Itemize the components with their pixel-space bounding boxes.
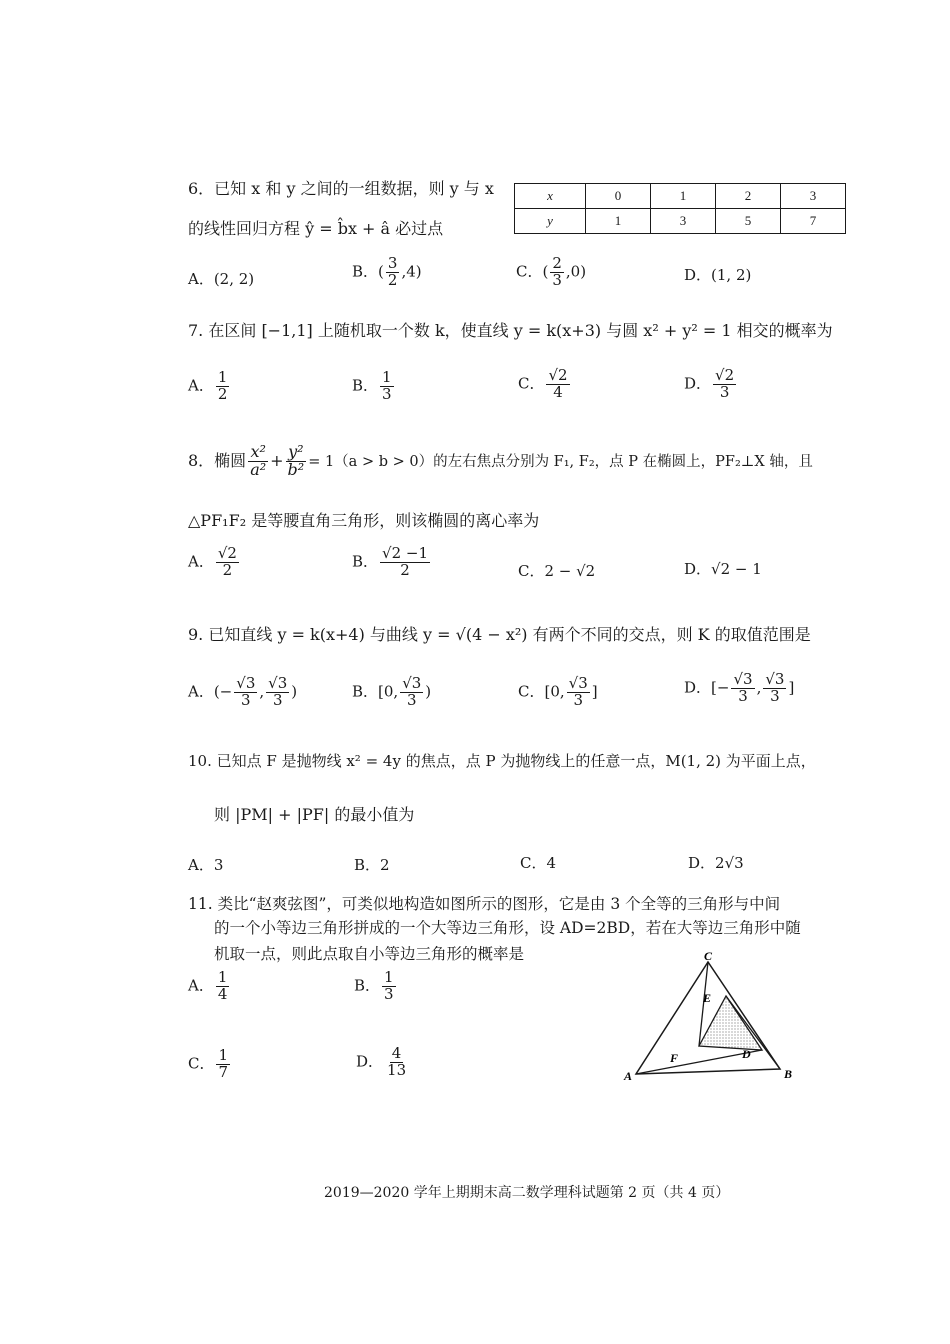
- q10-option-b: B．2: [354, 856, 390, 874]
- fraction: [234, 676, 257, 709]
- fraction: [550, 256, 564, 289]
- option-label: C．: [188, 1054, 215, 1073]
- q11-option-d: [356, 1046, 410, 1079]
- q8-option-b: [352, 546, 432, 579]
- numerator: √3: [568, 674, 588, 692]
- q6-stem-line1: 6．已知 x 和 y 之间的一组数据，则 y 与 x: [188, 179, 494, 198]
- fraction: [266, 676, 289, 709]
- option-text: ,0): [565, 262, 587, 281]
- q7-option-c: [518, 368, 572, 401]
- label-E: E: [703, 991, 712, 1005]
- fraction: [216, 370, 230, 403]
- denominator: 3: [382, 384, 392, 403]
- table-cell: 2: [716, 184, 781, 209]
- denominator: 3: [272, 690, 283, 709]
- q7-option-b: [352, 370, 396, 403]
- denominator: 3: [719, 382, 730, 401]
- numerator: 1: [382, 368, 392, 386]
- q9-stem: 9. 已知直线 y = k(x+4) 与曲线 y = √(4 − x²) 有两个不同的交点，则 K 的取值范围是: [188, 625, 811, 644]
- fraction: [380, 370, 394, 403]
- page-footer: 2019—2020 学年上期期末高二数学理科试题第 2 页（共 4 页）: [324, 1185, 730, 1201]
- q9-option-c: [518, 676, 598, 709]
- numerator: 4: [391, 1044, 402, 1062]
- option-label: D．: [356, 1052, 384, 1071]
- q6-option-a: A．(2, 2): [188, 270, 255, 288]
- table-cell: 0: [586, 184, 651, 209]
- fraction: [385, 1046, 408, 1079]
- label-A: A: [624, 1069, 633, 1083]
- denominator: 7: [218, 1062, 229, 1081]
- q6-stem-line2: 的线性回归方程 ŷ = b̂x + â 必过点: [188, 219, 444, 238]
- fraction: [248, 444, 268, 479]
- denominator: 2: [400, 560, 410, 579]
- q10-stem-line1: 10. 已知点 F 是抛物线 x² = 4y 的焦点，点 P 为抛物线上的任意一点，M(1, 2) 为平面上点，: [188, 752, 816, 770]
- fraction: [546, 368, 569, 401]
- numerator: √2: [217, 544, 237, 562]
- option-label: B．: [354, 976, 381, 995]
- denominator: 3: [738, 686, 748, 705]
- q9-option-b: [352, 676, 431, 709]
- denominator: 4: [553, 382, 563, 401]
- q8-stem-line2: △PF₁F₂ 是等腰直角三角形，则该椭圆的离心率为: [188, 511, 540, 530]
- denominator: a²: [250, 459, 267, 479]
- numerator: √2: [715, 366, 735, 384]
- q9-option-d: [684, 672, 794, 705]
- fraction: [400, 676, 423, 709]
- q10-option-d: D．2√3: [688, 854, 744, 872]
- operator: +: [270, 450, 284, 470]
- label-B: B: [784, 1067, 793, 1081]
- denominator: 3: [552, 270, 562, 289]
- fraction: [216, 546, 239, 579]
- denominator: 3: [384, 984, 394, 1003]
- denominator: 4: [217, 984, 228, 1003]
- q10-option-c: C．4: [520, 854, 557, 872]
- q8-option-c: C．2 − √2: [518, 562, 596, 580]
- fraction: [567, 676, 590, 709]
- stem-text: 8．椭圆: [188, 450, 247, 470]
- option-text: ]: [591, 682, 598, 701]
- denominator: 13: [387, 1060, 407, 1079]
- q8-option-d: D．√2 − 1: [684, 560, 762, 578]
- denominator: 2: [217, 384, 228, 403]
- denominator: 2: [222, 560, 233, 579]
- table-cell: 7: [781, 209, 846, 234]
- q7-stem: 7. 在区间 [−1,1] 上随机取一个数 k，使直线 y = k(x+3) 与圆 x² + y² = 1 相交的概率为: [188, 321, 833, 340]
- q10-stem-line2: 则 |PM| + |PF| 的最小值为: [214, 805, 415, 824]
- option-text: ,: [259, 682, 265, 701]
- denominator: 3: [573, 690, 583, 709]
- zhao-shuang-triangle-figure: [620, 950, 800, 1090]
- numerator: 3: [387, 254, 398, 272]
- table-header-x: x: [515, 184, 586, 209]
- q9-option-a: [188, 676, 297, 709]
- numerator: √3: [402, 674, 422, 692]
- option-label: B．: [352, 376, 379, 395]
- stem-text: = 1（a > b > 0）的左右焦点分别为 F₁, F₂，点 P 在椭圆上，PF₂⊥X 轴，且: [308, 453, 813, 470]
- fraction: [763, 672, 786, 705]
- numerator: 1: [384, 968, 394, 986]
- fraction: [731, 672, 754, 705]
- q11-stem-line2: 的一个小等边三角形拼成的一个大等边三角形，设 AD=2BD，若在大等边三角形中随: [214, 919, 801, 937]
- numerator: √2: [548, 366, 568, 384]
- option-label: A．: [188, 976, 214, 995]
- label-C: C: [704, 950, 713, 963]
- option-text: B．[0,: [352, 682, 399, 701]
- option-label: D．: [684, 374, 712, 393]
- fraction: [380, 546, 430, 579]
- table-cell: 5: [716, 209, 781, 234]
- option-label: C．: [518, 374, 545, 393]
- table-header-y: y: [515, 209, 586, 234]
- q7-option-d: [684, 368, 738, 401]
- option-label: A．: [188, 552, 214, 571]
- q11-option-c: [188, 1048, 232, 1081]
- numerator: √3: [733, 670, 753, 688]
- fraction: [386, 256, 400, 289]
- option-text: C．[0,: [518, 682, 565, 701]
- numerator: 1: [217, 968, 228, 986]
- table-cell: 3: [651, 209, 716, 234]
- numerator: x²: [250, 442, 266, 461]
- table-cell: 1: [586, 209, 651, 234]
- q8-stem-line1: [188, 444, 813, 479]
- q6-option-c: [516, 256, 586, 289]
- numerator: √3: [236, 674, 256, 692]
- fraction: [713, 368, 736, 401]
- numerator: 1: [217, 368, 228, 386]
- option-text: ): [291, 682, 298, 701]
- option-label: A．: [188, 376, 214, 395]
- numerator: √2 −1: [382, 544, 429, 562]
- table-row-y: [515, 209, 846, 234]
- numerator: 1: [218, 1046, 229, 1064]
- q8-option-a: [188, 546, 241, 579]
- option-text: D．[−: [684, 678, 730, 697]
- q10-option-a: A．3: [188, 856, 224, 874]
- q11-option-b: [354, 970, 398, 1003]
- table-cell: 1: [651, 184, 716, 209]
- q11-stem-line3: 机取一点，则此点取自小等边三角形的概率是: [214, 945, 525, 963]
- numerator: √3: [268, 674, 288, 692]
- q11-option-a: [188, 970, 231, 1003]
- option-text: C．(: [516, 262, 549, 281]
- option-text: B．(: [352, 262, 384, 281]
- option-text: A．(−: [188, 682, 233, 701]
- numerator: √3: [765, 670, 785, 688]
- label-F: F: [670, 1051, 679, 1065]
- q11-stem-line1: 11. 类比“赵爽弦图”，可类似地构造如图所示的图形，它是由 3 个全等的三角形与中间: [188, 895, 781, 913]
- label-D: D: [742, 1047, 751, 1061]
- denominator: 3: [406, 690, 417, 709]
- q7-option-a: [188, 370, 231, 403]
- numerator: 2: [552, 254, 562, 272]
- q6-option-b: [352, 256, 422, 289]
- denominator: b²: [287, 459, 305, 479]
- table-cell: 3: [781, 184, 846, 209]
- option-text: ]: [788, 678, 795, 697]
- outer-equilateral-triangle: [636, 962, 780, 1074]
- fraction: [382, 970, 396, 1003]
- fraction: [286, 444, 307, 479]
- fraction: [216, 1048, 230, 1081]
- denominator: 3: [770, 686, 780, 705]
- denominator: 3: [241, 690, 251, 709]
- fraction: [216, 970, 230, 1003]
- table-row-x: [515, 184, 846, 209]
- q6-option-d: D．(1, 2): [684, 266, 752, 284]
- option-label: B．: [352, 552, 379, 571]
- q6-data-table: [514, 183, 846, 234]
- option-text: ,: [756, 678, 762, 697]
- option-text: ): [425, 682, 432, 701]
- numerator: y²: [288, 442, 304, 461]
- option-text: ,4): [401, 262, 422, 281]
- denominator: 2: [387, 270, 398, 289]
